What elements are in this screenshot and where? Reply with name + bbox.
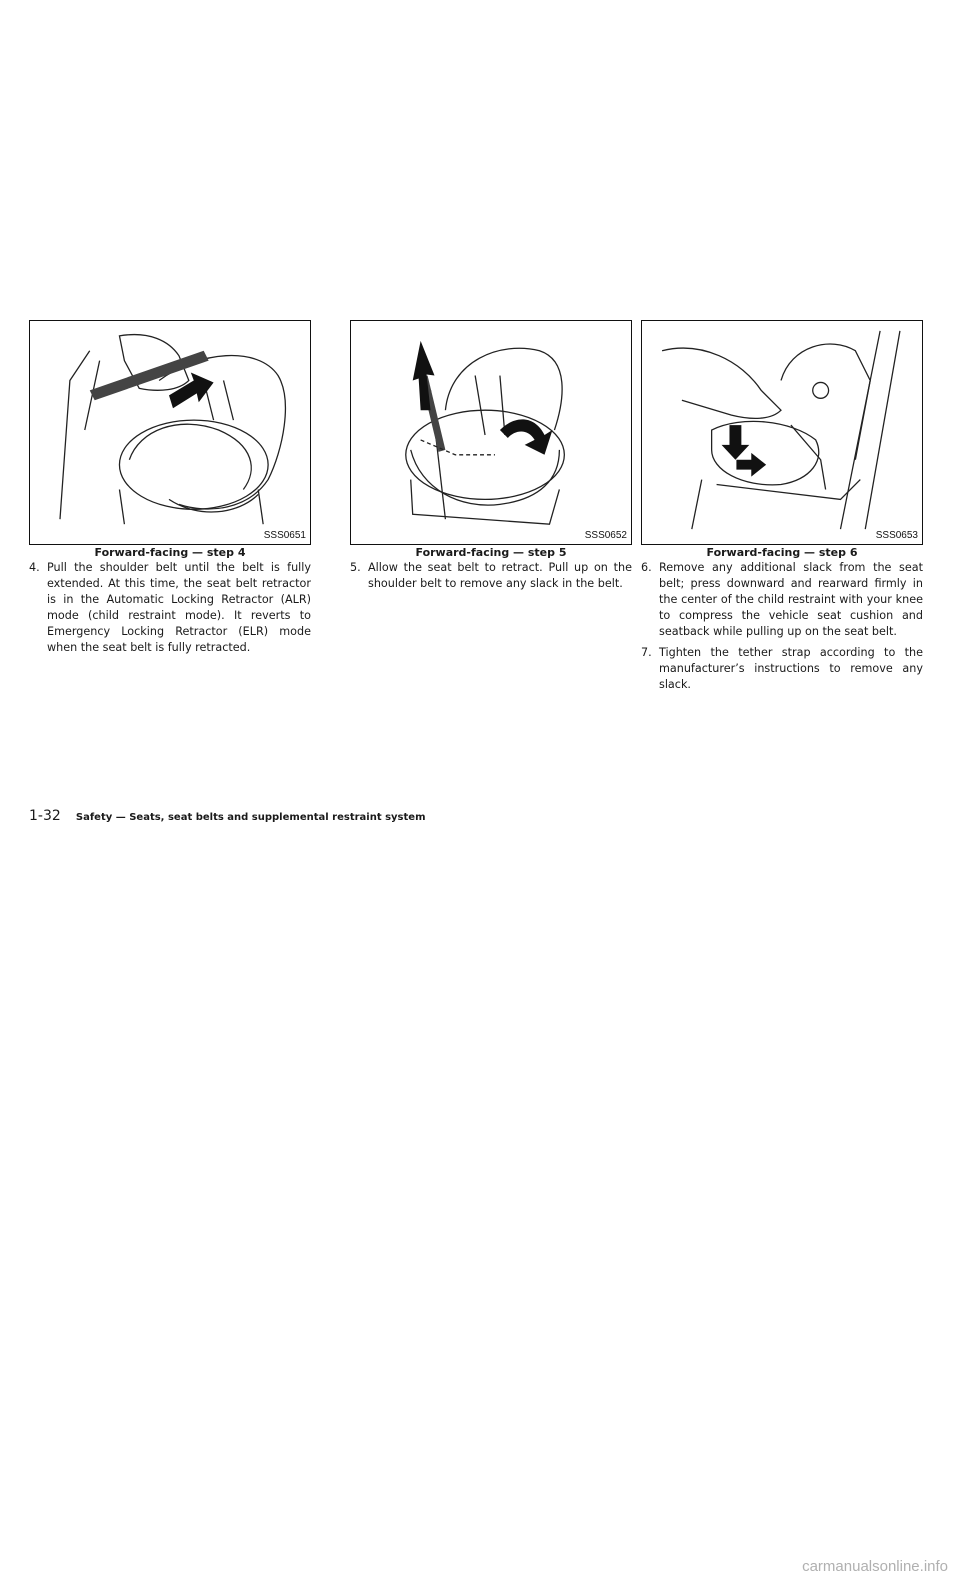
figure-step-4 xyxy=(29,320,311,545)
figure-step-5 xyxy=(350,320,632,545)
figure-caption: Forward-facing — step 4 xyxy=(94,546,246,559)
figure-caption: Forward-facing — step 6 xyxy=(706,546,858,559)
figure-code: SSS0653 xyxy=(875,530,918,541)
child-seat-compress-with-knee-illustration xyxy=(642,321,922,544)
step-7: 7. Tighten the tether strap according to the manufacturer’s instructions to remove any slack. xyxy=(641,646,923,691)
column-2 xyxy=(350,320,632,597)
figure-code: SSS0651 xyxy=(263,530,306,541)
column-1 xyxy=(29,320,311,661)
column-3 xyxy=(641,320,923,698)
child-seat-pull-shoulder-belt-illustration xyxy=(30,321,310,544)
watermark: carmanualsonline.info xyxy=(802,1558,948,1575)
figure-step-6 xyxy=(641,320,923,545)
step-6: 6. Remove any additional slack from the seat belt; press downward and rearward firmly in the center of the child restraint with your knee to compress the vehicle seat cushion and seatback while pulling up on the seat belt. xyxy=(641,561,923,638)
child-seat-belt-retract-illustration xyxy=(351,321,631,544)
page-footer xyxy=(29,805,426,824)
page-number: 1-32 xyxy=(29,808,61,824)
step-4: 4. Pull the shoulder belt until the belt is fully extended. At this time, the seat belt retractor is in the Automatic Locking Retractor (ALR) mode (child restraint mode). It reverts to Emergency Locking Retractor (ELR) mode when the seat belt is fully retracted. xyxy=(29,561,311,654)
figure-caption: Forward-facing — step 5 xyxy=(415,546,567,559)
figure-code: SSS0652 xyxy=(584,530,627,541)
section-title: Safety — Seats, seat belts and supplemental restraint system xyxy=(75,812,426,823)
step-5: 5. Allow the seat belt to retract. Pull up on the shoulder belt to remove any slack in the belt. xyxy=(350,561,632,590)
